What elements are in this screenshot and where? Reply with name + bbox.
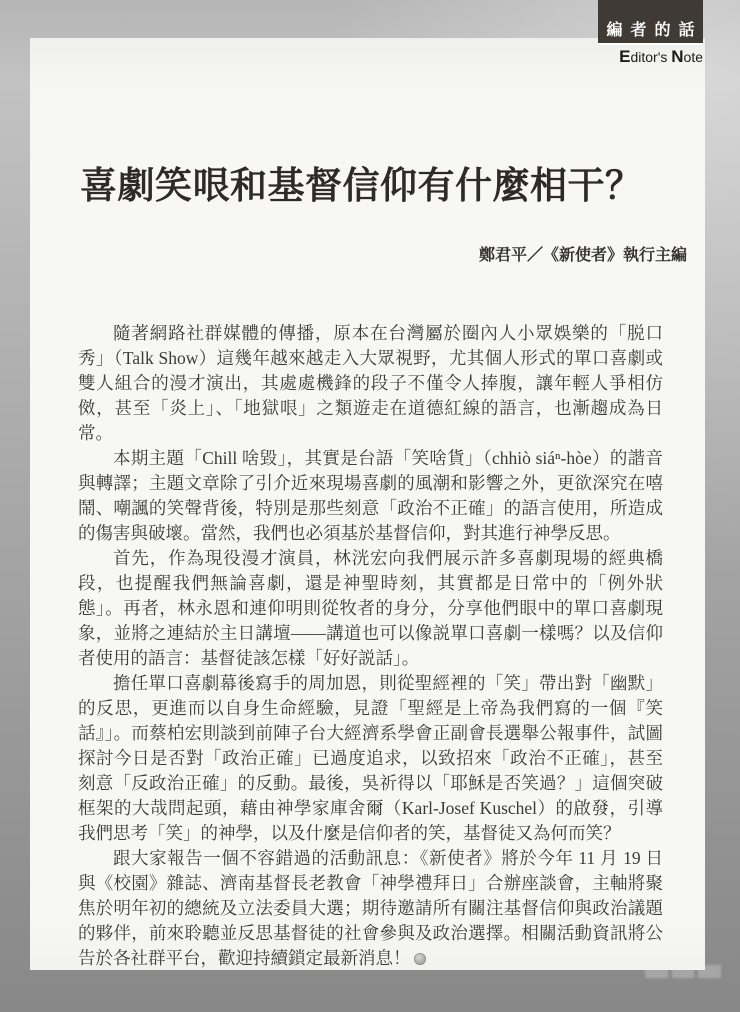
- section-tag-english: [598, 47, 703, 67]
- end-of-article-icon: [414, 953, 426, 965]
- tag-en-part: E: [619, 47, 631, 66]
- tag-en-part: N: [671, 47, 684, 66]
- watermark-segment: [698, 965, 721, 978]
- article-body: [78, 321, 663, 971]
- section-header: [598, 0, 703, 67]
- section-tag-label: 編者的話: [606, 22, 703, 39]
- article-title: 喜劇笑哏和基督信仰有什麼相干？: [80, 166, 643, 207]
- paragraph: 擔任單口喜劇幕後寫手的周加恩，則從聖經裡的「笑」帶出對「幽默」的反思，更進而以自身生命經驗，見證「聖經是上帝為我們寫的一個『笑話』」。而蔡柏宏則談到前陣子台大經濟系學會正副會長選舉公報事件，試圖探討今日是否對「政治正確」已過度追求，以致招來「政治不正確」，甚至刻意「反政治正確」的反動。最後，吳祈得以「耶穌是否笑過？」這個突破框架的大哉問起頭，藉由神學家庫舍爾（Karl-Josef Kuschel）的啟發，引導我們思考「笑」的神學，以及什麼是信仰者的笑，基督徒又為何而笑？: [78, 673, 663, 844]
- tag-en-part: ote: [683, 49, 703, 65]
- magazine-page: [30, 38, 705, 970]
- watermark-segment: [672, 965, 695, 978]
- footer-watermark: [645, 965, 721, 978]
- tag-en-part: ditor's: [630, 49, 672, 65]
- paragraph: 隨著網路社群媒體的傳播，原本在台灣屬於圈內人小眾娛樂的「脱口秀」（Talk Show）這幾年越來越走入大眾視野，尤其個人形式的單口喜劇或雙人組合的漫才演出，其處處機鋒的段子不僅令人捧腹，讓年輕人爭相仿傚，甚至「炎上」、「地獄哏」之類遊走在道德紅線的語言，也漸趨成為日常。: [78, 323, 663, 444]
- watermark-segment: [645, 965, 668, 978]
- section-tag-box: [598, 0, 703, 45]
- paragraph: [78, 846, 663, 971]
- paragraph: 首先，作為現役漫才演員，林洸宏向我們展示許多喜劇現場的經典橋段，也提醒我們無論喜劇，還是神聖時刻，其實都是日常中的「例外狀態」。再者，林永恩和連仰明則從牧者的身分，分享他們眼中的單口喜劇現象，並將之連結於主日講壇——講道也可以像説單口喜劇一樣嗎？以及信仰者使用的語言：基督徒該怎樣「好好説話」。: [78, 548, 663, 669]
- article-byline: 鄭君平／《新使者》執行主編: [478, 247, 687, 265]
- paragraph: 本期主題「Chill 啥毀」，其實是台語「笑啥貨」（chhiò siáⁿ-hòe）的諧音與轉譯；主題文章除了引介近來現場喜劇的風潮和影響之外，更欲深究在嘻鬧、嘲諷的笑聲背後，特別是那些刻意「政治不正確」的語言使用，所造成的傷害與破壞。當然，我們也必須基於基督信仰，對其進行神學反思。: [78, 448, 663, 544]
- paragraph-text: 跟大家報告一個不容錯過的活動訊息：《新使者》將於今年 11 月 19 日與《校園》雜誌、濟南基督長老教會「神學禮拜日」合辦座談會，主軸將聚焦於明年初的總統及立法委員大選；期待邀請所有關注基督信仰與政治議題的夥伴，前來聆聽並反思基督徒的社會參與及政治選擇。相關活動資訊將公告於各社群平台，歡迎持續鎖定最新消息！: [78, 848, 663, 969]
